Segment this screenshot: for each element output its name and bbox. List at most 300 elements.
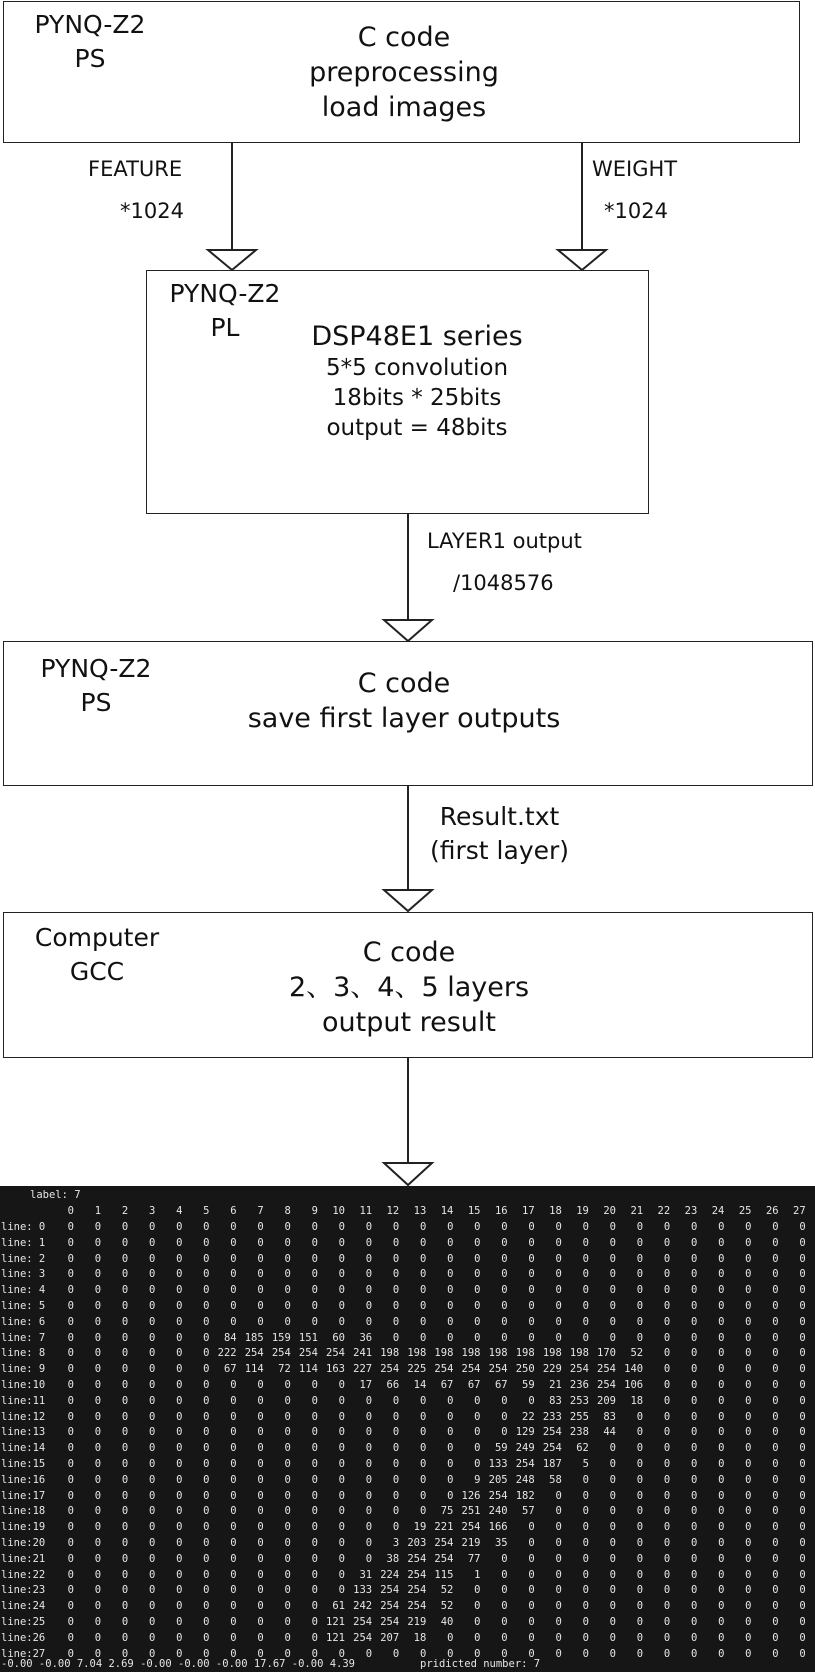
pixel-value: 0 (663, 1552, 671, 1565)
pixel-value: 0 (419, 1300, 427, 1312)
pixel-value: 0 (501, 1584, 508, 1597)
pixel-value: 0 (176, 1394, 183, 1407)
pixel-value: 0 (203, 1600, 210, 1613)
pixel-value: 133 (353, 1584, 373, 1597)
pixel-value: 0 (799, 1363, 806, 1376)
pixel-value: 254 (542, 1442, 562, 1455)
pixel-value: 0 (392, 1521, 400, 1534)
pixel-value: 0 (528, 1568, 535, 1581)
pixel-value: 0 (555, 1489, 562, 1502)
pixel-value: 19 (413, 1521, 427, 1534)
pixel-value: 0 (745, 1236, 752, 1249)
pixel-value: 0 (609, 1252, 616, 1265)
pixel-value: 0 (474, 1410, 481, 1423)
pixel-value: 0 (311, 1631, 318, 1644)
pixel-value: 0 (555, 1537, 562, 1549)
pixel-value: 0 (528, 1300, 535, 1312)
pixel-value: 0 (718, 1221, 725, 1233)
pixel-value: 0 (772, 1379, 779, 1391)
pixel-value: 0 (528, 1315, 535, 1328)
pixel-value: 0 (718, 1616, 725, 1628)
pixel-value: 0 (501, 1221, 508, 1233)
save-description: C code save first layer outputs (247, 668, 561, 734)
pixel-value: 0 (284, 1426, 291, 1439)
pixel-value: 0 (663, 1473, 671, 1486)
pixel-value: 0 (663, 1363, 671, 1376)
pixel-value: 0 (176, 1284, 183, 1297)
pixel-value: 0 (203, 1537, 210, 1549)
pixel-value: 0 (67, 1252, 74, 1265)
pixel-value: 0 (799, 1331, 806, 1344)
pixel-value: 0 (230, 1410, 237, 1423)
preprocess-description: C code preprocessing load images (309, 22, 499, 123)
pixel-value: 0 (799, 1394, 806, 1407)
pixel-value: 0 (555, 1315, 562, 1328)
pixel-value: 0 (501, 1552, 508, 1565)
pixel-value: 0 (528, 1268, 535, 1281)
row-label: line: 5 (1, 1300, 46, 1312)
pixel-value: 38 (386, 1552, 400, 1565)
pixel-value: 198 (434, 1347, 454, 1360)
pixel-value: 0 (582, 1300, 589, 1312)
pixel-value: 0 (772, 1315, 779, 1328)
pixel-value: 0 (230, 1379, 237, 1391)
pixel-value: 0 (474, 1426, 481, 1439)
pixel-value: 0 (690, 1489, 698, 1502)
weight-label: WEIGHT *1024 (592, 157, 678, 223)
pixel-value: 0 (745, 1268, 752, 1281)
pixel-value: 0 (203, 1252, 210, 1265)
pixel-value: 0 (718, 1426, 725, 1439)
pixel-value: 0 (365, 1284, 373, 1297)
pixel-value: 0 (745, 1584, 752, 1597)
pixel-value: 0 (67, 1631, 74, 1644)
pixel-value: 0 (690, 1252, 698, 1265)
pixel-value: 0 (636, 1284, 644, 1297)
pixel-value: 0 (745, 1300, 752, 1312)
preprocess-device-label: PYNQ-Z2 PS (34, 10, 146, 73)
pixel-value: 0 (311, 1537, 318, 1549)
pixel-value: 0 (203, 1315, 210, 1328)
pixel-value: 0 (257, 1410, 264, 1423)
pixel-value: 0 (257, 1537, 264, 1549)
pixel-value: 0 (176, 1600, 183, 1613)
pixel-value: 0 (67, 1394, 74, 1407)
column-header-cell: 3 (148, 1205, 156, 1217)
pixel-value: 0 (203, 1584, 210, 1597)
pixel-value: 0 (636, 1616, 644, 1628)
pixel-value: 0 (230, 1552, 237, 1565)
pixel-value: 0 (690, 1410, 698, 1423)
terminal-row (0, 1567, 815, 1583)
pixel-value: 0 (663, 1331, 671, 1344)
pixel-value: 0 (392, 1284, 400, 1297)
pixel-value: 0 (176, 1647, 183, 1660)
pixel-value: 0 (474, 1584, 481, 1597)
layer1-arrow (384, 514, 432, 641)
pixel-value: 0 (528, 1584, 535, 1597)
pixel-value: 0 (67, 1221, 74, 1233)
pixel-value: 170 (597, 1347, 616, 1360)
pixel-value: 0 (338, 1268, 345, 1281)
preprocess-box (3, 1, 800, 143)
pixel-value: 67 (467, 1379, 481, 1391)
pixel-value: 0 (148, 1300, 156, 1312)
pixel-value: 9 (474, 1473, 481, 1486)
pixel-value: 0 (690, 1284, 698, 1297)
pixel-value: 222 (217, 1347, 237, 1360)
pixel-value: 0 (745, 1379, 752, 1391)
pixel-value: 0 (94, 1489, 102, 1502)
pixel-value: 0 (474, 1600, 481, 1613)
pixel-value: 0 (148, 1489, 156, 1502)
save-device-label: PYNQ-Z2 PS (40, 654, 152, 717)
pixel-value: 0 (690, 1584, 698, 1597)
pixel-value: 187 (542, 1458, 562, 1470)
pixel-value: 61 (332, 1600, 345, 1613)
pixel-value: 0 (772, 1410, 779, 1423)
pixel-value: 0 (338, 1489, 345, 1502)
pixel-value: 0 (772, 1221, 779, 1233)
pixel-value: 0 (474, 1284, 481, 1297)
pixel-value: 0 (663, 1236, 671, 1249)
pixel-value: 44 (603, 1426, 616, 1439)
pixel-value: 254 (407, 1568, 427, 1581)
pixel-value: 0 (690, 1600, 698, 1613)
pixel-value: 254 (380, 1363, 400, 1376)
pixel-value: 0 (582, 1315, 589, 1328)
pixel-value: 159 (271, 1331, 291, 1344)
pixel-value: 0 (94, 1379, 102, 1391)
pixel-value: 133 (488, 1458, 508, 1470)
pixel-value: 254 (353, 1631, 373, 1644)
pixel-value: 254 (326, 1347, 345, 1360)
pixel-value: 0 (230, 1600, 237, 1613)
pixel-value: 0 (94, 1236, 102, 1249)
pixel-value: 0 (609, 1489, 616, 1502)
terminal-row (0, 1582, 815, 1598)
pixel-value: 0 (501, 1252, 508, 1265)
pixel-value: 0 (799, 1505, 806, 1518)
pixel-value: 236 (569, 1379, 589, 1391)
column-header-cell: 25 (738, 1205, 752, 1217)
pixel-value: 0 (311, 1489, 318, 1502)
pixel-value: 0 (67, 1568, 74, 1581)
pixel-value: 0 (392, 1252, 400, 1265)
row-label: line:26 (1, 1631, 46, 1644)
pixel-value: 0 (392, 1300, 400, 1312)
save-box (3, 641, 813, 786)
pixel-value: 198 (407, 1347, 427, 1360)
pixel-value: 0 (718, 1568, 725, 1581)
pixel-value: 0 (636, 1252, 644, 1265)
column-header-cell: 24 (711, 1205, 725, 1217)
row-label: line:15 (1, 1458, 46, 1470)
pixel-value: 0 (284, 1616, 291, 1628)
pixel-value: 0 (690, 1521, 698, 1534)
pixel-value: 0 (121, 1473, 129, 1486)
pixel-value: 0 (663, 1315, 671, 1328)
terminal-predicted: pridicted number: 7 (420, 1658, 541, 1670)
pixel-value: 254 (434, 1537, 454, 1549)
pixel-value: 0 (121, 1426, 129, 1439)
pixel-value: 0 (772, 1631, 779, 1644)
pixel-value: 0 (582, 1489, 589, 1502)
pixel-value: 0 (176, 1631, 183, 1644)
pixel-value: 0 (745, 1568, 752, 1581)
terminal-row (0, 1409, 815, 1425)
row-label: line:13 (1, 1426, 46, 1439)
pixel-value: 0 (745, 1347, 752, 1360)
pixel-value: 0 (609, 1284, 616, 1297)
pixel-value: 0 (230, 1300, 237, 1312)
row-label: line:23 (1, 1584, 46, 1597)
computer-device-label: Computer GCC (34, 923, 160, 986)
pixel-value: 0 (690, 1300, 698, 1312)
pixel-value: 0 (799, 1552, 806, 1565)
pixel-value: 77 (467, 1552, 481, 1565)
pixel-value: 0 (176, 1568, 183, 1581)
pixel-value: 0 (284, 1394, 291, 1407)
pixel-value: 0 (230, 1631, 237, 1644)
pixel-value: 0 (636, 1300, 644, 1312)
pixel-value: 0 (94, 1300, 102, 1312)
pixel-value: 22 (522, 1410, 535, 1423)
pixel-value: 254 (407, 1552, 427, 1565)
pixel-value: 0 (663, 1647, 671, 1660)
pixel-value: 0 (447, 1394, 454, 1407)
pixel-value: 59 (522, 1379, 535, 1391)
pixel-value: 0 (148, 1616, 156, 1628)
pixel-value: 254 (244, 1347, 264, 1360)
pixel-value: 0 (230, 1584, 237, 1597)
pixel-value: 0 (609, 1331, 616, 1344)
pixel-value: 0 (67, 1442, 74, 1455)
terminal-row (0, 1519, 815, 1535)
pixel-value: 0 (311, 1410, 318, 1423)
pixel-value: 0 (799, 1473, 806, 1486)
pixel-value: 0 (257, 1489, 264, 1502)
pixel-value: 0 (636, 1221, 644, 1233)
row-label: line: 7 (1, 1331, 46, 1344)
pixel-value: 0 (582, 1236, 589, 1249)
row-label: line: 6 (1, 1315, 46, 1328)
pixel-value: 0 (284, 1600, 291, 1613)
pixel-value: 205 (488, 1473, 508, 1486)
pixel-value: 0 (311, 1252, 318, 1265)
pixel-value: 0 (663, 1252, 671, 1265)
pixel-value: 0 (772, 1600, 779, 1613)
pixel-value: 0 (121, 1284, 129, 1297)
pixel-value: 0 (176, 1331, 183, 1344)
pixel-value: 0 (311, 1473, 318, 1486)
pixel-value: 0 (474, 1616, 481, 1628)
pixel-value: 0 (176, 1268, 183, 1281)
pixel-value: 0 (772, 1537, 779, 1549)
pixel-value: 0 (447, 1221, 454, 1233)
pixel-value: 0 (203, 1505, 210, 1518)
pixel-value: 0 (447, 1489, 454, 1502)
pixel-value: 0 (718, 1458, 725, 1470)
pixel-value: 0 (392, 1394, 400, 1407)
pixel-value: 0 (501, 1647, 508, 1660)
pixel-value: 0 (447, 1236, 454, 1249)
pixel-value: 0 (447, 1268, 454, 1281)
pixel-value: 106 (624, 1379, 644, 1391)
terminal-row (0, 1330, 815, 1346)
pixel-value: 0 (501, 1568, 508, 1581)
pixel-value: 0 (121, 1252, 129, 1265)
pixel-value: 0 (94, 1552, 102, 1565)
pixel-value: 185 (244, 1331, 264, 1344)
pixel-value: 0 (528, 1631, 535, 1644)
pixel-value: 0 (148, 1315, 156, 1328)
pixel-value: 0 (121, 1331, 129, 1344)
pixel-value: 0 (447, 1442, 454, 1455)
pixel-value: 0 (528, 1616, 535, 1628)
pixel-value: 58 (549, 1473, 562, 1486)
terminal-output (0, 1186, 815, 1672)
pixel-value: 0 (203, 1284, 210, 1297)
pixel-value: 254 (461, 1363, 481, 1376)
pixel-value: 0 (338, 1284, 345, 1297)
pixel-value: 140 (624, 1363, 644, 1376)
pixel-value: 0 (338, 1473, 345, 1486)
pixel-value: 0 (230, 1473, 237, 1486)
computer-box (3, 912, 813, 1058)
computer-description: C code 2、3、4、5 layers output result (288, 937, 530, 1038)
row-label: line:12 (1, 1410, 46, 1423)
pixel-value: 0 (148, 1584, 156, 1597)
pixel-value: 0 (365, 1252, 373, 1265)
pixel-value: 0 (555, 1268, 562, 1281)
pixel-value: 0 (772, 1584, 779, 1597)
pixel-value: 67 (223, 1363, 237, 1376)
pixel-value: 0 (148, 1505, 156, 1518)
pixel-value: 0 (582, 1505, 589, 1518)
pixel-value: 0 (718, 1363, 725, 1376)
row-label: line: 3 (1, 1268, 46, 1281)
pixel-value: 0 (501, 1394, 508, 1407)
pixel-value: 0 (148, 1537, 156, 1549)
pixel-value: 0 (392, 1458, 400, 1470)
pixel-value: 0 (690, 1473, 698, 1486)
pixel-value: 0 (772, 1458, 779, 1470)
pixel-value: 207 (380, 1631, 400, 1644)
pixel-value: 0 (419, 1315, 427, 1328)
pixel-value: 254 (407, 1584, 427, 1597)
feature-arrow (208, 143, 256, 270)
pixel-value: 0 (447, 1426, 454, 1439)
pl-title: DSP48E1 series (311, 321, 523, 352)
pixel-value: 0 (203, 1394, 210, 1407)
pixel-value: 0 (176, 1363, 183, 1376)
pixel-value: 0 (67, 1600, 74, 1613)
pixel-value: 0 (419, 1458, 427, 1470)
pixel-value: 0 (284, 1315, 291, 1328)
pixel-value: 0 (67, 1489, 74, 1502)
pixel-value: 0 (636, 1552, 644, 1565)
pixel-value: 0 (501, 1268, 508, 1281)
pixel-value: 121 (326, 1631, 345, 1644)
pixel-value: 0 (528, 1284, 535, 1297)
pixel-value: 0 (148, 1426, 156, 1439)
pixel-value: 219 (461, 1537, 481, 1549)
pixel-value: 0 (799, 1568, 806, 1581)
pixel-value: 0 (718, 1489, 725, 1502)
row-label: line:16 (1, 1473, 46, 1486)
pixel-value: 0 (230, 1221, 237, 1233)
pixel-value: 0 (257, 1442, 264, 1455)
pixel-value: 0 (555, 1552, 562, 1565)
pixel-value: 0 (94, 1221, 102, 1233)
pixel-value: 0 (121, 1347, 129, 1360)
pixel-value: 0 (474, 1647, 481, 1660)
pixel-value: 0 (609, 1442, 616, 1455)
pixel-value: 0 (284, 1521, 291, 1534)
pixel-value: 0 (67, 1300, 74, 1312)
pixel-value: 0 (474, 1442, 481, 1455)
terminal-row (0, 1377, 815, 1393)
pixel-value: 0 (690, 1331, 698, 1344)
pixel-value: 0 (176, 1347, 183, 1360)
pixel-value: 0 (338, 1221, 345, 1233)
pixel-value: 0 (94, 1315, 102, 1328)
pixel-value: 0 (148, 1268, 156, 1281)
pixel-value: 0 (203, 1300, 210, 1312)
pixel-value: 0 (176, 1521, 183, 1534)
row-label: line:25 (1, 1616, 46, 1628)
pixel-value: 0 (772, 1647, 779, 1660)
pixel-value: 0 (555, 1631, 562, 1644)
pixel-value: 0 (230, 1521, 237, 1534)
pixel-value: 0 (501, 1300, 508, 1312)
pixel-value: 0 (663, 1458, 671, 1470)
pixel-value: 52 (440, 1600, 454, 1613)
pixel-value: 198 (461, 1347, 481, 1360)
pixel-value: 0 (799, 1221, 806, 1233)
pixel-value: 0 (663, 1379, 671, 1391)
pixel-value: 0 (311, 1315, 318, 1328)
column-header-cell: 18 (549, 1205, 562, 1217)
pixel-value: 0 (148, 1521, 156, 1534)
pixel-value: 62 (576, 1442, 589, 1455)
pixel-value: 0 (203, 1616, 210, 1628)
pixel-value: 0 (582, 1221, 589, 1233)
pixel-value: 0 (772, 1521, 779, 1534)
pixel-value: 0 (392, 1426, 400, 1439)
pixel-value: 0 (284, 1473, 291, 1486)
pixel-value: 0 (745, 1442, 752, 1455)
pixel-value: 0 (745, 1394, 752, 1407)
terminal-row (0, 1614, 815, 1630)
pixel-value: 0 (148, 1442, 156, 1455)
terminal-row (0, 1456, 815, 1472)
pixel-value: 0 (365, 1489, 373, 1502)
pixel-value: 0 (365, 1521, 373, 1534)
pixel-value: 254 (434, 1552, 454, 1565)
pixel-value: 0 (121, 1442, 129, 1455)
pixel-value: 0 (419, 1331, 427, 1344)
pixel-value: 0 (148, 1363, 156, 1376)
pixel-value: 0 (67, 1236, 74, 1249)
pixel-value: 0 (555, 1284, 562, 1297)
pixel-value: 0 (474, 1331, 481, 1344)
pixel-value: 254 (353, 1616, 373, 1628)
pixel-value: 5 (582, 1458, 589, 1470)
column-header-cell: 9 (311, 1205, 318, 1217)
pixel-value: 0 (690, 1268, 698, 1281)
